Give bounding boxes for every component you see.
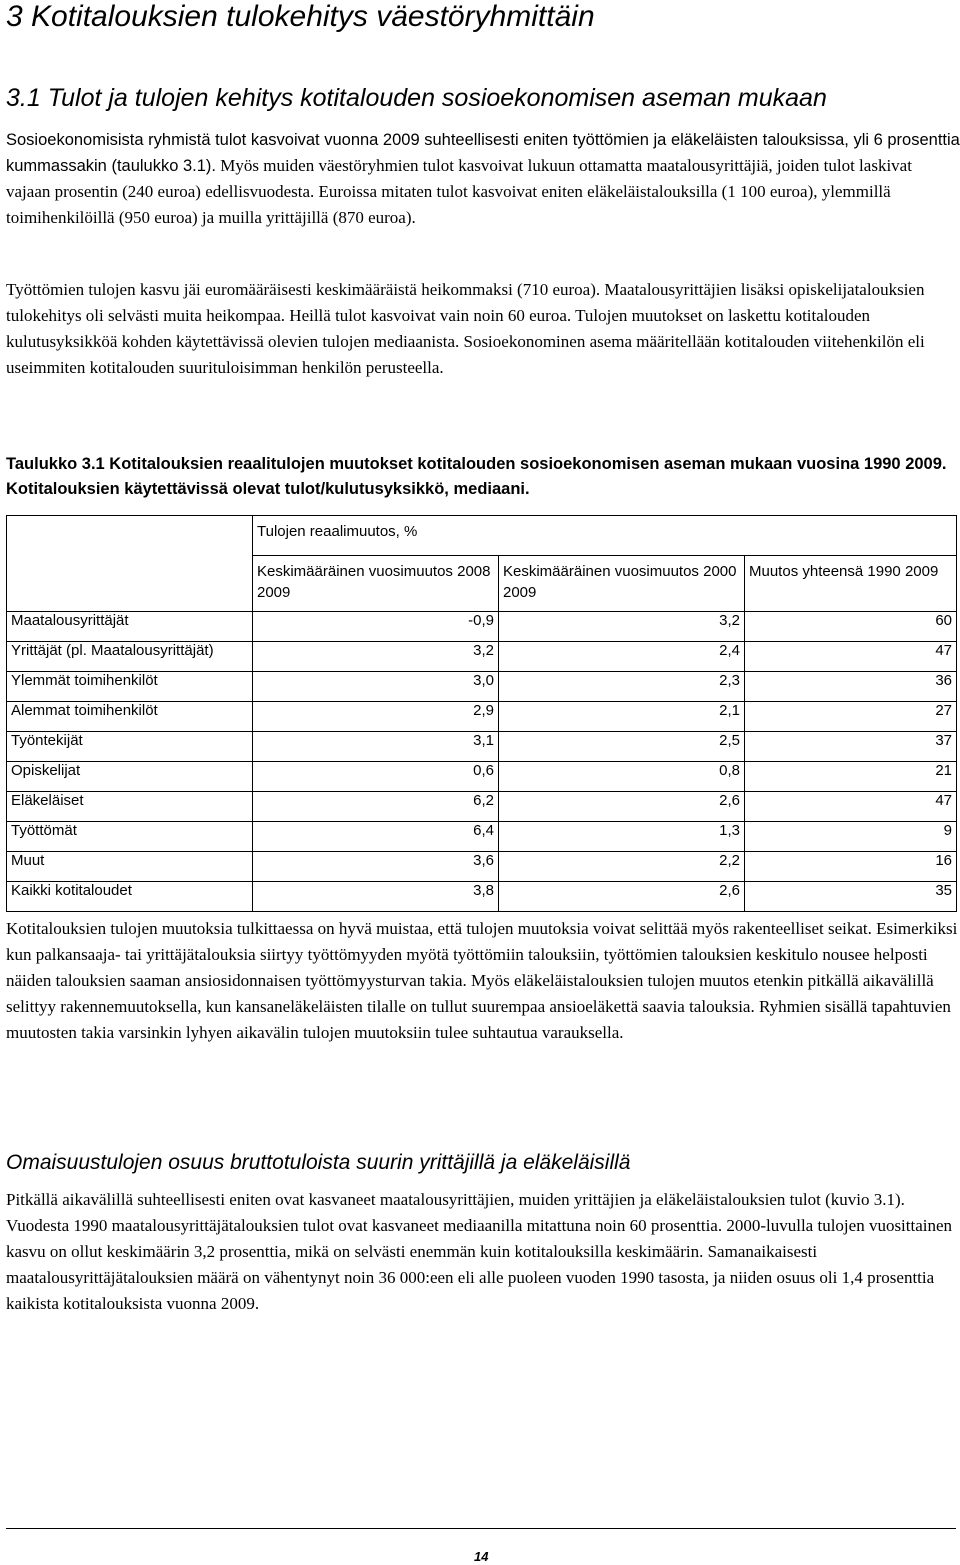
cell-value: 3,2 xyxy=(499,612,745,642)
cell-value: 16 xyxy=(745,852,957,882)
cell-value: 35 xyxy=(745,882,957,912)
row-label: Työttömät xyxy=(7,822,253,852)
cell-value: 21 xyxy=(745,762,957,792)
section-heading: 3.1 Tulot ja tulojen kehitys kotitalouden sosioekonomisen aseman mukaan xyxy=(6,84,827,112)
column-header-1990-2009: Muutos yhteensä 1990 2009 xyxy=(745,556,957,612)
cell-value: 47 xyxy=(745,792,957,822)
cell-value: 2,3 xyxy=(499,672,745,702)
page-number: 14 xyxy=(474,1549,489,1564)
column-header-2000-2009: Keskimääräinen vuosimuutos 2000 2009 xyxy=(499,556,745,612)
unemployed-paragraph: Työttömien tulojen kasvu jäi euromääräisesti keskimääräistä heikommaksi (710 euroa). Maatalousyrittäjien lisäksi opiskelijatalouksien tulokehitys oli selvästi muita heikompaa. Heillä tulot kasvoivat vain noin 60 euroa. Tulojen muutokset on laskettu kotitalouden kulutusyksikköä kohden käytettävissä olevien tulojen mediaanista. Sosioekonominen asema määritellään kotitalouden viitehenkilön eli useimmiten kotitalouden suurituloisimman henkilön perusteella. xyxy=(6,280,925,377)
row-label: Muut xyxy=(7,852,253,882)
row-label: Yrittäjät (pl. Maatalousyrittäjät) xyxy=(7,642,253,672)
footer-divider xyxy=(6,1528,956,1529)
cell-value: 27 xyxy=(745,702,957,732)
cell-value: 60 xyxy=(745,612,957,642)
cell-value: 3,0 xyxy=(253,672,499,702)
cell-value: 36 xyxy=(745,672,957,702)
table-row xyxy=(7,852,957,882)
table-header-group-row xyxy=(7,516,957,556)
cell-value: 6,2 xyxy=(253,792,499,822)
structural-factors-paragraph: Kotitalouksien tulojen muutoksia tulkittaessa on hyvä muistaa, että tulojen muutoksia voivat selittää myös rakenteelliset seikat. Esimerkiksi kun palkansaaja- tai yrittäjätalouksia siirtyy työttömyyden myötä työttömiin talouksiin, työttömien talouksien keskitulo nousee helposti näiden talouksien saaman ansiosidonnaisen työttömyysturvan takia. Myös eläkeläistalouksien tulojen muutos etenkin pitkällä aikavälillä selittyy rakennemuutoksella, kun kansaneläkeläisten tilalle on tullut suurempaa ansioeläkettä saavia talouksia. Ryhmien sisällä tapahtuvien muutosten takia varsinkin lyhyen aikavälin tulojen muutoksiin tulee suhtautua varauksella. xyxy=(6,919,958,1042)
income-change-table xyxy=(6,515,957,912)
row-label: Maatalousyrittäjät xyxy=(7,612,253,642)
cell-value: 2,9 xyxy=(253,702,499,732)
table-row xyxy=(7,762,957,792)
row-label: Opiskelijat xyxy=(7,762,253,792)
long-term-paragraph: Pitkällä aikavälillä suhteellisesti eniten ovat kasvaneet maatalousyrittäjien, muiden yrittäjien ja eläkeläistalouksien tulot (kuvio 3.1). Vuodesta 1990 maatalousyrittäjätalouksien tulot ovat kasvaneet mediaanilla mitattuna noin 60 prosenttia. 2000-luvulla tulojen vuosittainen kasvu on ollut keskimäärin 3,2 prosenttia, mikä on selvästi enemmän kuin kotitalouksilla keskimäärin. Samanaikaisesti maatalousyrittäjätalouksien määrä on vähentynyt noin 36 000:een eli alle puoleen vuoden 1990 tasosta, ja niiden osuus oli 1,4 prosenttia kaikista kotitalouksista vuonna 2009. xyxy=(6,1190,953,1313)
table-row xyxy=(7,882,957,912)
cell-value: 0,6 xyxy=(253,762,499,792)
cell-value: 2,5 xyxy=(499,732,745,762)
cell-value: 2,4 xyxy=(499,642,745,672)
row-label: Eläkeläiset xyxy=(7,792,253,822)
table-row xyxy=(7,732,957,762)
column-header-2008-2009: Keskimääräinen vuosimuutos 2008 2009 xyxy=(253,556,499,612)
table-row xyxy=(7,612,957,642)
cell-value: 47 xyxy=(745,642,957,672)
cell-value: 1,3 xyxy=(499,822,745,852)
cell-value: 3,8 xyxy=(253,882,499,912)
cell-value: 3,1 xyxy=(253,732,499,762)
table-header-blank-cell xyxy=(7,516,253,612)
cell-value: 0,8 xyxy=(499,762,745,792)
table-row xyxy=(7,642,957,672)
cell-value: 37 xyxy=(745,732,957,762)
intro-paragraph-sans-part: Sosioekonomisista ryhmistä tulot kasvoivat vuonna 2009 suhteellisesti eniten työttömien ja eläkeläisten talouksissa, yli 6 prosenttia kummassakin (taulukko 3.1). xyxy=(6,131,960,175)
cell-value: 9 xyxy=(745,822,957,852)
subsection-heading: Omaisuustulojen osuus bruttotuloista suurin yrittäjillä ja eläkeläisillä xyxy=(6,1151,631,1174)
cell-value: 3,6 xyxy=(253,852,499,882)
table-row xyxy=(7,702,957,732)
page-title: 3 Kotitalouksien tulokehitys väestöryhmittäin xyxy=(6,0,595,33)
table-caption: Taulukko 3.1 Kotitalouksien reaalitulojen muutokset kotitalouden sosioekonomisen aseman mukaan vuosina 1990 2009. Kotitalouksien käytettävissä olevat tulot/kulutusyksikkö, mediaani. xyxy=(6,455,947,498)
table-row xyxy=(7,792,957,822)
intro-paragraph-serif-part: Myös muiden väestöryhmien tulot kasvoivat lukuun ottamatta maatalousyrittäjiä, joiden tulot laskivat vajaan prosentin (240 euroa) edellisvuodesta. Euroissa mitaten tulot kasvoivat eniten eläkeläistalouksilla (1 100 euroa), ylemmillä toimihenkilöillä (950 euroa) ja muilla yrittäjillä (870 euroa). xyxy=(6,156,912,227)
cell-value: 2,2 xyxy=(499,852,745,882)
cell-value: 2,6 xyxy=(499,792,745,822)
row-label: Kaikki kotitaloudet xyxy=(7,882,253,912)
cell-value: 2,6 xyxy=(499,882,745,912)
intro-paragraph xyxy=(6,127,960,231)
row-label: Ylemmät toimihenkilöt xyxy=(7,672,253,702)
cell-value: -0,9 xyxy=(253,612,499,642)
table-row xyxy=(7,822,957,852)
row-label: Työntekijät xyxy=(7,732,253,762)
row-label: Alemmat toimihenkilöt xyxy=(7,702,253,732)
cell-value: 6,4 xyxy=(253,822,499,852)
cell-value: 3,2 xyxy=(253,642,499,672)
table-group-header: Tulojen reaalimuutos, % xyxy=(253,516,957,556)
table-row xyxy=(7,672,957,702)
cell-value: 2,1 xyxy=(499,702,745,732)
